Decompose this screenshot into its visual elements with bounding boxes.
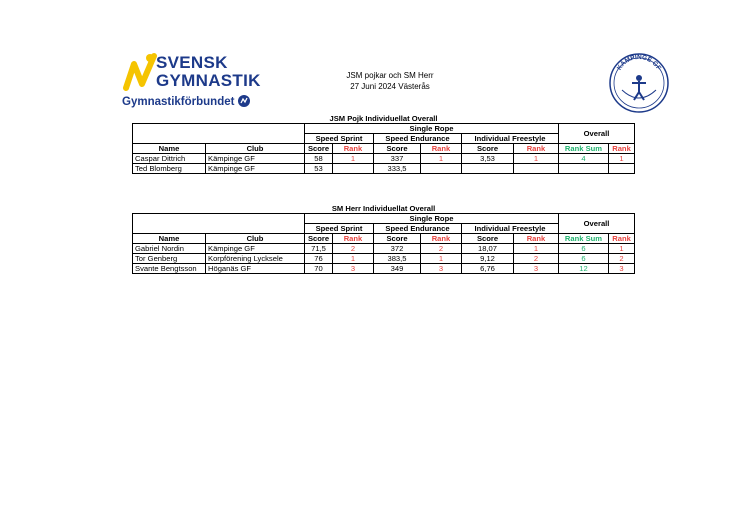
header-speed-endurance: Speed Endurance [374,134,462,144]
cell-name: Gabriel Nordin [133,244,206,254]
header-overall: Overall [559,214,635,234]
cell-se-rank: 1 [421,154,462,164]
header-rank: Rank [609,144,635,154]
cell-se-rank: 3 [421,264,462,274]
cell-if-rank: 2 [514,254,559,264]
results-table-jsm [132,114,635,174]
cell-if-rank: 1 [514,244,559,254]
header-individual-freestyle: Individual Freestyle [462,224,559,234]
cell-ss-rank [333,164,374,174]
cell-ss-score: 53 [305,164,333,174]
cell-ss-score: 70 [305,264,333,274]
table-title: JSM Pojk Individuellat Overall [329,114,438,123]
event-date: 27 Juni 2024 Västerås [350,82,430,91]
brand-subtitle: Gymnastikförbundet [122,95,250,108]
cell-se-score: 333,5 [374,164,421,174]
cell-club: Kämpinge GF [206,164,305,174]
cell-club: Korpförening Lycksele [206,254,305,264]
cell-if-score: 18,07 [462,244,514,254]
cell-se-score: 372 [374,244,421,254]
header-score: Score [374,234,421,244]
header-overall: Overall [559,124,635,144]
cell-club: Höganäs GF [206,264,305,274]
cell-if-rank [514,164,559,174]
cell-if-score: 3,53 [462,154,514,164]
cell-name: Ted Blomberg [133,164,206,174]
header-individual-freestyle: Individual Freestyle [462,134,559,144]
cell-if-rank: 1 [514,154,559,164]
table-row [133,264,635,274]
cell-ss-score: 58 [305,154,333,164]
header-rank: Rank [421,144,462,154]
event-header [310,70,470,92]
brand-line-1: SVENSK [156,53,228,72]
cell-if-rank: 3 [514,264,559,274]
brand-line-2: GYMNASTIK [156,71,261,90]
cell-ss-score: 71,5 [305,244,333,254]
cell-club: Kämpinge GF [206,154,305,164]
cell-rank-sum: 12 [559,264,609,274]
header-club: Club [206,234,305,244]
cell-name: Tor Genberg [133,254,206,264]
header-speed-endurance: Speed Endurance [374,224,462,234]
cell-ss-rank: 2 [333,244,374,254]
header-score: Score [305,144,333,154]
cell-overall-rank [609,164,635,174]
header-rank: Rank [421,234,462,244]
cell-ss-rank: 1 [333,154,374,164]
kampinge-gf-badge [608,52,670,114]
header-single-rope: Single Rope [305,124,559,134]
header-rank: Rank [514,234,559,244]
badge-text: KÄMPINGE GF [615,53,663,72]
table-row [133,254,635,264]
header-score: Score [462,234,514,244]
cell-club: Kämpinge GF [206,244,305,254]
cell-name: Svante Bengtsson [133,264,206,274]
table-row [133,244,635,254]
cell-overall-rank: 2 [609,254,635,264]
header-rank: Rank [333,144,374,154]
cell-rank-sum: 4 [559,154,609,164]
cell-if-score: 9,12 [462,254,514,264]
event-title: JSM pojkar och SM Herr [346,71,434,80]
cell-ss-rank: 1 [333,254,374,264]
brand-mark-icon [238,95,250,107]
header-blank [133,214,305,234]
cell-rank-sum [559,164,609,174]
header-rank: Rank [609,234,635,244]
cell-name: Caspar Dittrich [133,154,206,164]
table-title: SM Herr Individuellat Overall [331,204,436,213]
header-club: Club [206,144,305,154]
cell-se-score: 337 [374,154,421,164]
cell-ss-rank: 3 [333,264,374,274]
cell-ss-score: 76 [305,254,333,264]
table-row [133,154,635,164]
cell-se-rank [421,164,462,174]
header-rank: Rank [333,234,374,244]
header-score: Score [462,144,514,154]
header-score: Score [305,234,333,244]
header-single-rope: Single Rope [305,214,559,224]
results-table-sm [132,204,635,274]
cell-se-rank: 1 [421,254,462,264]
header-rank-sum: Rank Sum [559,144,609,154]
cell-se-score: 349 [374,264,421,274]
cell-if-score: 6,76 [462,264,514,274]
cell-rank-sum: 6 [559,244,609,254]
header-rank: Rank [514,144,559,154]
header-name: Name [133,234,206,244]
cell-overall-rank: 1 [609,154,635,164]
cell-overall-rank: 3 [609,264,635,274]
table-row [133,164,635,174]
cell-rank-sum: 6 [559,254,609,264]
header-speed-sprint: Speed Sprint [305,224,374,234]
header-score: Score [374,144,421,154]
cell-if-score [462,164,514,174]
cell-overall-rank: 1 [609,244,635,254]
header-name: Name [133,144,206,154]
header-speed-sprint: Speed Sprint [305,134,374,144]
cell-se-score: 383,5 [374,254,421,264]
cell-se-rank: 2 [421,244,462,254]
header-rank-sum: Rank Sum [559,234,609,244]
header-blank [133,124,305,144]
